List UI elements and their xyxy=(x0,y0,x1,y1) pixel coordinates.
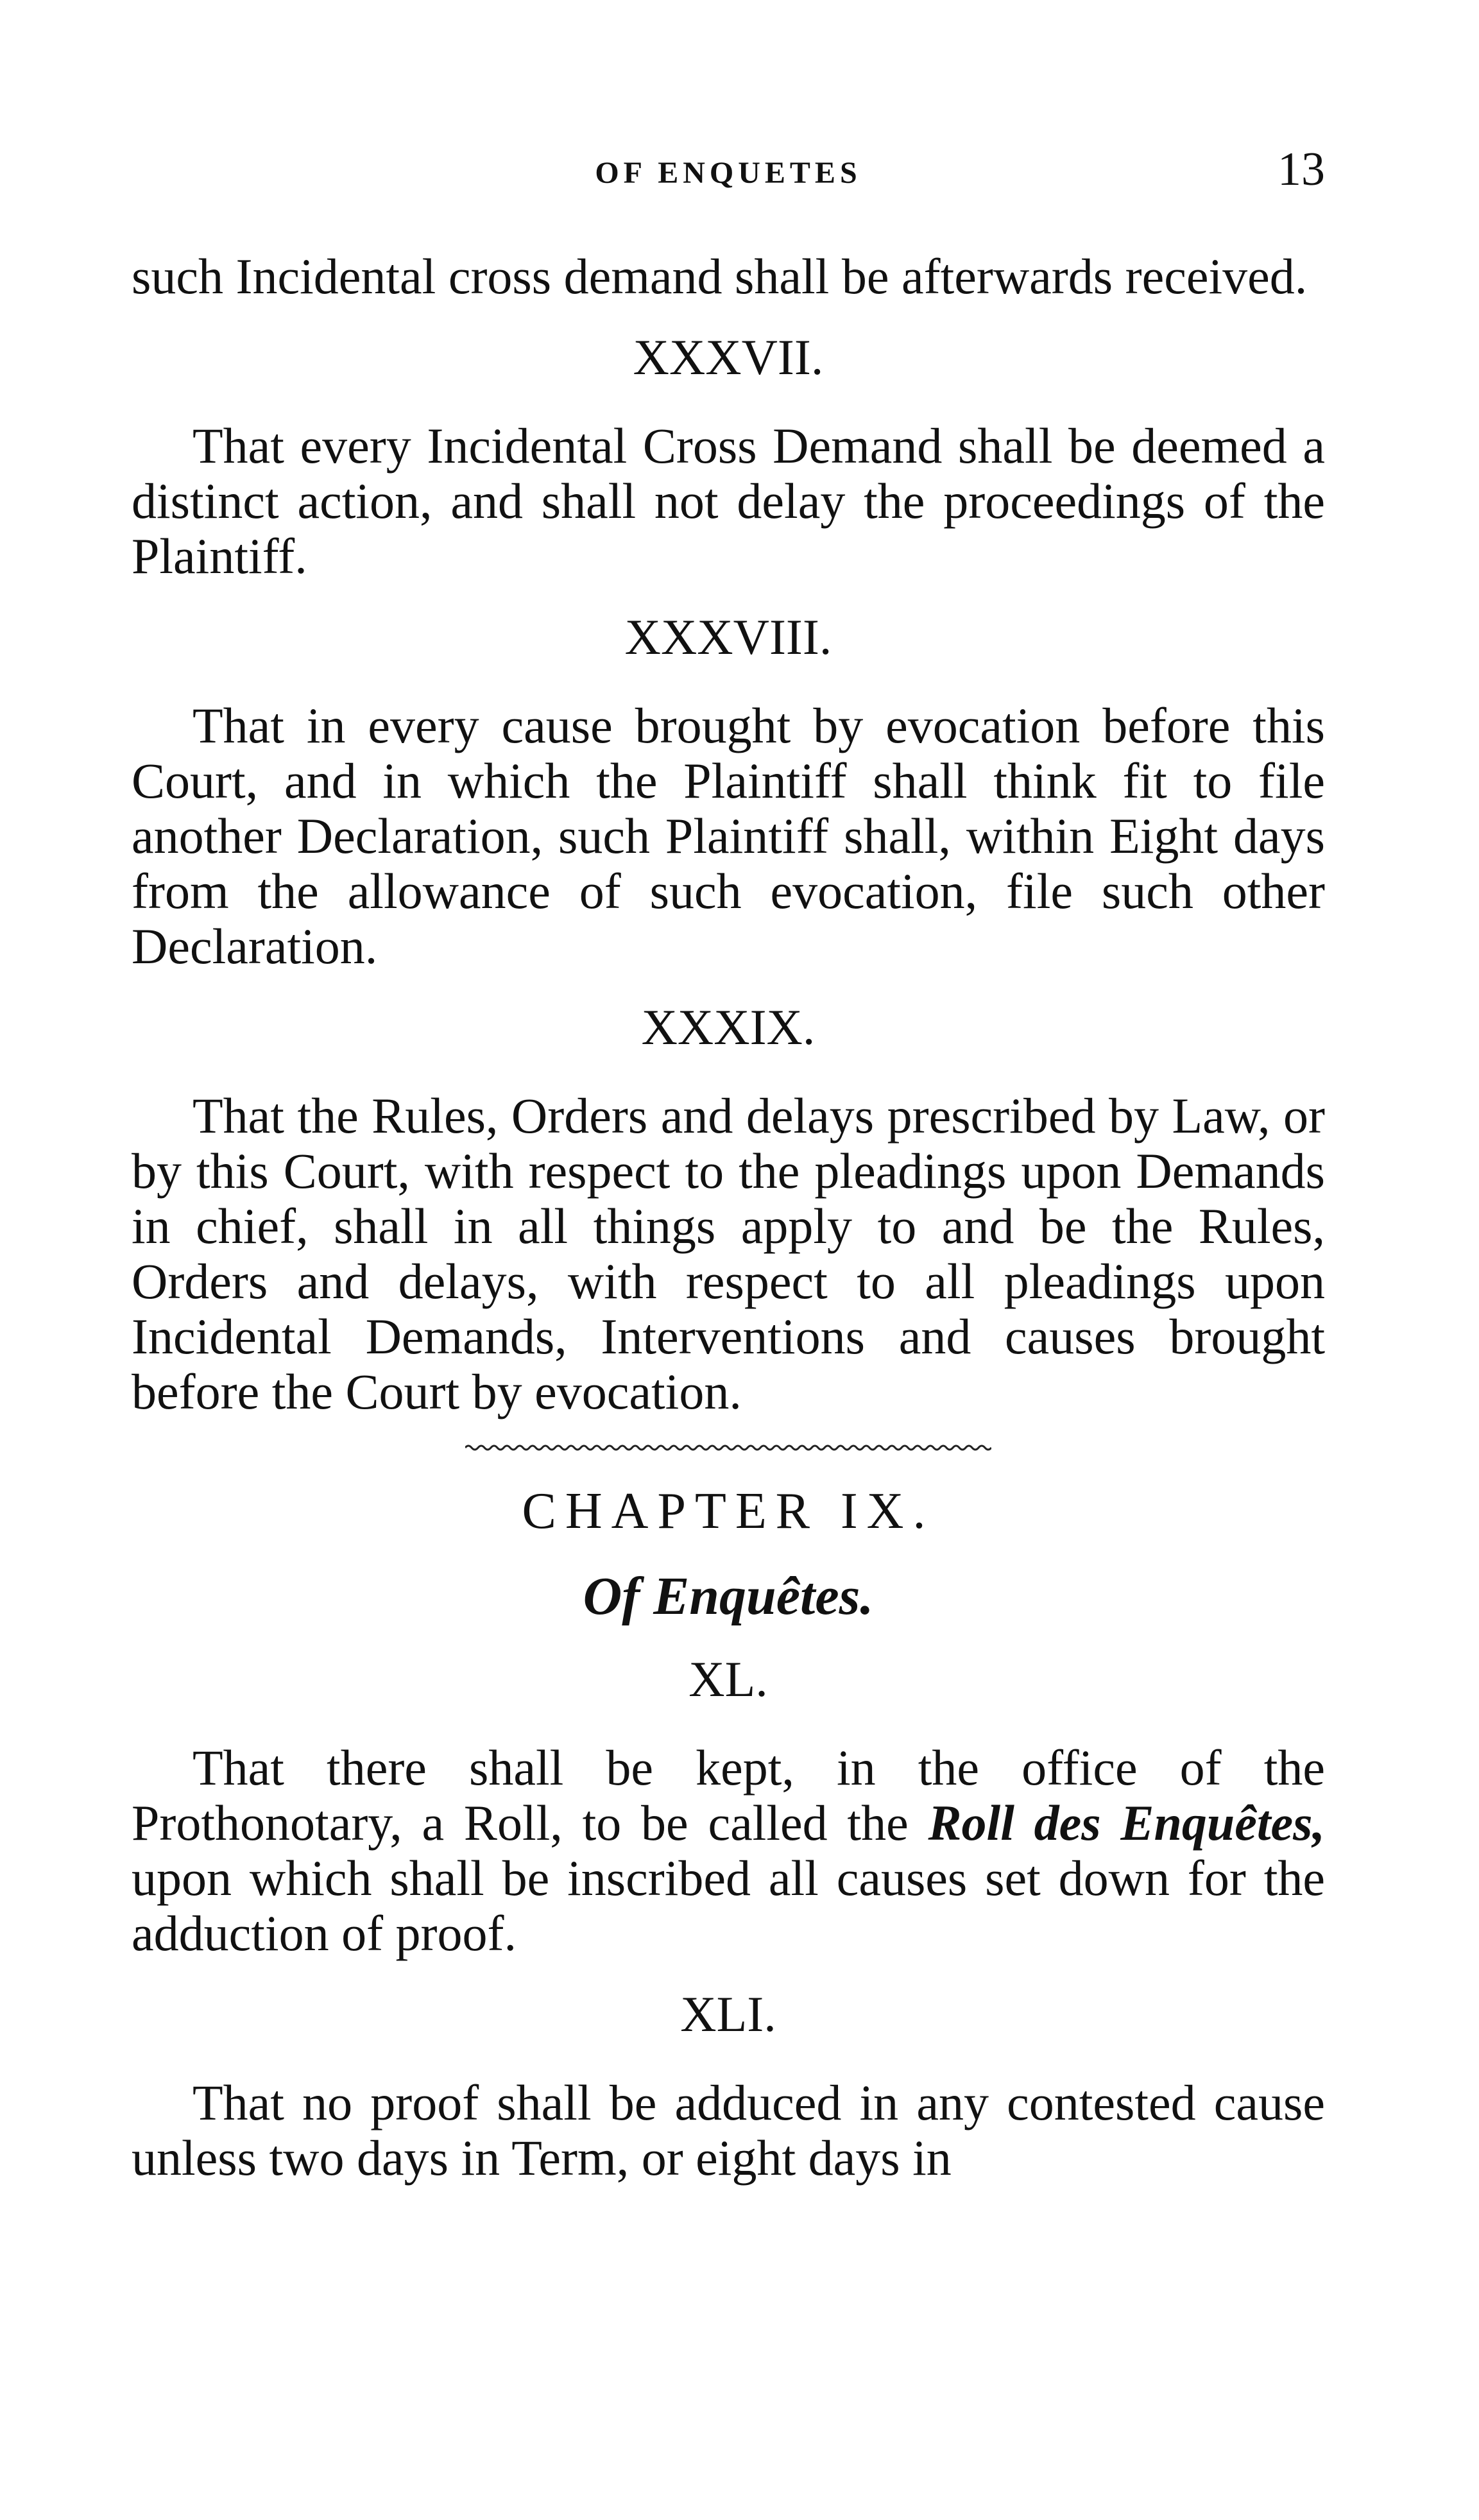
section-number-xli: XLI. xyxy=(680,1986,776,2042)
paragraph-xxxviii: That in every cause brought by evocation before this Court, and in which the Plaintiff shall think fit to file another Declaration, such Plaintiff shall, within Eight days from the allowance of such evocation, file such other Declaration. xyxy=(132,698,1325,974)
paragraph-continuation: such Incidental cross demand shall be afterwards received. xyxy=(132,248,1308,304)
section-number-xxxvii: XXXVII. xyxy=(633,329,824,385)
paragraph-xl-part-1: That there shall be kept, in the office of the Prothonotary, a Roll, to be called the xyxy=(132,1740,1325,1851)
paragraph-xxxvii: That every Incidental Cross Demand shall be deemed a distinct action, and shall not delay the proceedings of the Plaintiff. xyxy=(132,418,1325,584)
section-number-xl: XL. xyxy=(688,1651,768,1707)
section-number-xxxix: XXXIX. xyxy=(641,999,816,1055)
paragraph-xl xyxy=(132,1740,1325,1961)
paragraph-xli: That no proof shall be adduced in any contested cause unless two days in Term, or eight days in xyxy=(132,2075,1325,2186)
wavy-rule-icon xyxy=(465,1443,991,1453)
section-number-xxxviii: XXXVIII. xyxy=(624,609,832,665)
roll-des-enquetes-term: Roll des Enquêtes, xyxy=(928,1795,1325,1851)
page-body xyxy=(132,249,1325,2186)
running-head: OF ENQUETES xyxy=(595,156,862,190)
paragraph-xl-part-2: upon which shall be inscribed all causes set down for the adduction of proof. xyxy=(132,1850,1325,1961)
page-number: 13 xyxy=(1278,143,1325,196)
page-header xyxy=(132,142,1325,200)
chapter-title: CHAPTER IX. xyxy=(522,1483,935,1539)
chapter-subtitle: Of Enquêtes. xyxy=(583,1566,874,1626)
wavy-divider xyxy=(465,1443,991,1453)
paragraph-xxxix: That the Rules, Orders and delays prescribed by Law, or by this Court, with respect to the pleadings upon Demands in chief, shall in all things apply to and be the Rules, Orders and delays, with respect to all pleadings upon Incidental Demands, Interventions and causes brought before the Court by evocation. xyxy=(132,1088,1325,1419)
